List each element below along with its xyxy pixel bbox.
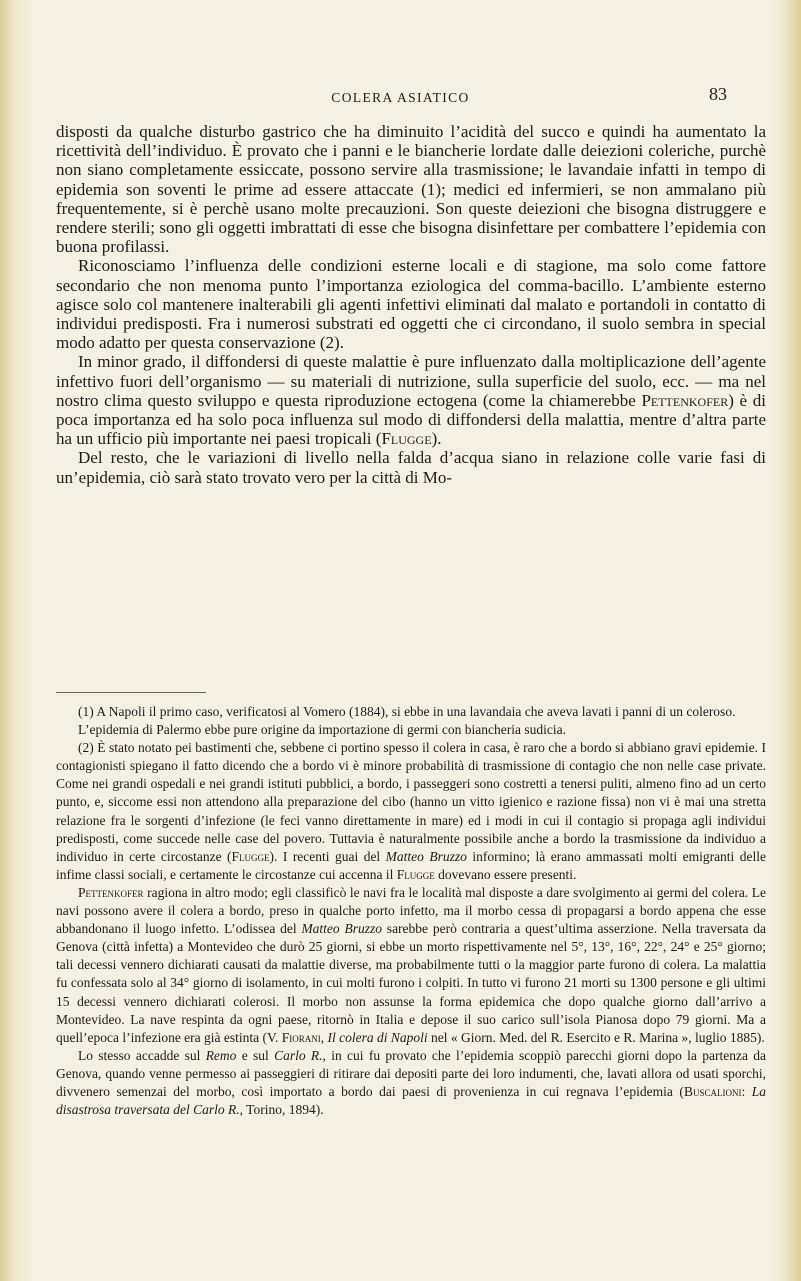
author-name: Buscalioni xyxy=(683,1083,742,1099)
body-paragraph xyxy=(56,122,766,256)
body-paragraph xyxy=(56,448,766,486)
text-run: Lo stesso accadde sul xyxy=(78,1047,206,1063)
text-run: disposti da qualche disturbo gastrico che ha diminuito l’acidità del succo e quindi ha aumentato la ricettività dell’individuo. È provato che i panni e le biancherie lordate dalle deiezioni coleriche, purchè non siano completamente essiccate, possono servire alla trasmissione; le lavandaie infatti in tempo di epidemia son soventi le prime ad essere attaccate (1); medici ed infermieri, se non ammalano più frequentemente, si è perchè usano molte precauzioni. Son queste deiezioni che bisogna distruggere e rendere sterili; sono gli oggetti imbrattati di esse che bisogna disinfettare per combattere l’epidemia con buona profilassi. xyxy=(56,122,766,257)
footnote-paragraph xyxy=(56,721,766,739)
text-run: ragiona in altro modo; egli classificò le navi fra le località mal disposte a dare svolgimento ai germi del colera. Le navi possono avere il colera a bordo, preso in qualche porto infetto, ma il morbo cessa di propagarsi a bordo appena che esse abbandonano il luogo infetto. L’odissea del xyxy=(56,884,766,937)
footnote-paragraph xyxy=(56,703,766,721)
italic-title: Carlo R. xyxy=(274,1047,323,1063)
text-run: , Torino, 1894). xyxy=(239,1102,324,1118)
text-run: ). I recenti guai del xyxy=(269,848,386,864)
body-paragraph xyxy=(56,352,766,448)
running-title: COLERA ASIATICO xyxy=(331,90,470,105)
text-run: Del resto, che le variazioni di livello nella falda d’acqua siano in relazione colle varie fasi di un’epidemia, ciò sarà stato trovato vero per la città di Mo- xyxy=(56,448,766,487)
text-run: Riconosciamo l’influenza delle condizioni esterne locali e di stagione, ma solo come fattore secondario che non menoma punto l’importanza eziologica del comma-bacillo. L’ambiente esterno agisce solo col mantenere inalterabili gli agenti infettivi eliminati dal malato e portandoli in contatto di individui predisposti. Fra i numerosi substrati ed oggetti che ci circondano, il suolo sembra in special modo adatto per questa conservazione (2). xyxy=(56,256,766,353)
text-run: ). xyxy=(431,429,442,449)
body-paragraph xyxy=(56,256,766,352)
author-name: Flugge xyxy=(381,429,432,449)
text-run: (2) È stato notato pei bastimenti che, sebbene ci portino spesso il colera in casa, è raro che a bordo si abbiano gravi epidemie. I contagionisti spiegano il fatto dicendo che a bordo vi è minore probabilità di trasmissione di contagio che non nelle case private. Come nei grandi ospedali e nei grandi istituti pubblici, a bordo, i passeggeri sono costretti a tenersi puliti, almeno fino ad un certo punto, e, siccome essi non attendono alla preparazione del cibo (hanno un vitto igienico e razione fissa) non vi è mai una stretta relazione fra le sorgenti d’infezione (le feci vanno direttamente in mare) ed i modi in cui il contagio si propaga agli individui predisposti, come succede nelle case del povero. Tuttavia è naturalmente possibile anche a bordo la trasmissione da individuo a individuo in certe circostanze ( xyxy=(56,740,766,864)
footnote-paragraph xyxy=(56,1047,766,1119)
text-run: sarebbe però contraria a quest’ultima asserzione. Nella traversata da Genova (città infetta) a Montevideo che durò 25 giorni, si ebbe un morto rispettivamente nel 5°, 13°, 16°, 22°, 24° e 25° giorno; tali decessi vennero dichiarati causati da malattie diverse, ma probabilmente tutti o la maggior parte furono di colera. La malattia fu confessata solo al 34° giorno di isolamento, in cui molti furono i colpiti. In tutto vi furono 21 morti su 1300 persone e gli ultimi 15 decessi vennero dichiarati colerosi. Il morbo non assunse la forma epidemica che dopo qualche giorno dall’arrivo a Montevideo. La nave respinta da ogni paese, ritornò in Italia e depose il suo carico sull’isola Pianosa dopo 79 giorni. Ma a quell’epoca l’infezione era già estinta (V. xyxy=(56,921,766,1045)
page-number: 83 xyxy=(709,84,727,104)
text-run: informino; là erano ammassati molti emigranti delle infime classi sociali, e certamente le circostanze cui accenna il xyxy=(56,848,767,882)
text-run: : xyxy=(741,1083,752,1099)
italic-title: Il colera di Napoli xyxy=(327,1029,428,1045)
text-run: dovevano essere presenti. xyxy=(434,866,577,882)
text-run: , xyxy=(320,1029,328,1045)
italic-title: Matteo Bruzzo xyxy=(385,848,467,864)
text-run: In minor grado, il diffondersi di queste malattie è pure influenzato dalla moltiplicazione dell’agente infettivo fuori dell’organismo — su materiali di nutrizione, sulla superficie del suolo, ecc. — ma nel nostro clima questo sviluppo e questa riproduzione ectogena (come la chiamerebbe xyxy=(56,352,766,410)
footnote-paragraph xyxy=(56,884,766,1047)
author-name: Pettenkofer xyxy=(78,884,144,900)
italic-title: Matteo Bruzzo xyxy=(301,921,382,937)
footnote-paragraph xyxy=(56,739,766,884)
author-name: Pettenkofer xyxy=(641,390,729,410)
author-name: Flugge xyxy=(396,866,435,882)
text-run: L’epidemia di Palermo ebbe pure origine da importazione di germi con biancheria sudicia. xyxy=(78,722,566,738)
text-run: (1) A Napoli il primo caso, verificatosi al Vomero (1884), si ebbe in una lavandaia che aveva lavati i panni di un coleroso. xyxy=(78,704,736,719)
text-run: e sul xyxy=(236,1047,275,1063)
author-name: Flugge xyxy=(231,848,270,864)
text-run: ) è di poca importanza ed ha solo poca influenza sul modo di diffondersi della malattia, mentre d’altra parte ha un ufficio più importante nei paesi tropicali ( xyxy=(56,390,766,449)
main-text xyxy=(56,122,766,487)
footnotes xyxy=(56,703,766,1119)
italic-title: La disastrosa traversata del Carlo R. xyxy=(56,1083,766,1118)
text-run: , in cui fu provato che l’epidemia scoppiò parecchi giorni dopo la partenza da Genova, quando venne permesso ai passeggieri di ritirare dai depositi parte dei loro indumenti, che, lavati allora od usati sporchi, divvenero semenzai del morbo, così importato a bordo dai paesi di provenienza in cui regnava l’epidemia ( xyxy=(56,1047,766,1099)
page-header xyxy=(0,84,801,110)
footnote-separator xyxy=(56,692,206,693)
author-name: Fiorani xyxy=(281,1029,321,1045)
italic-title: Remo xyxy=(205,1047,237,1063)
text-run: nel « Giorn. Med. del R. Esercito e R. Marina », luglio 1885). xyxy=(427,1029,765,1045)
